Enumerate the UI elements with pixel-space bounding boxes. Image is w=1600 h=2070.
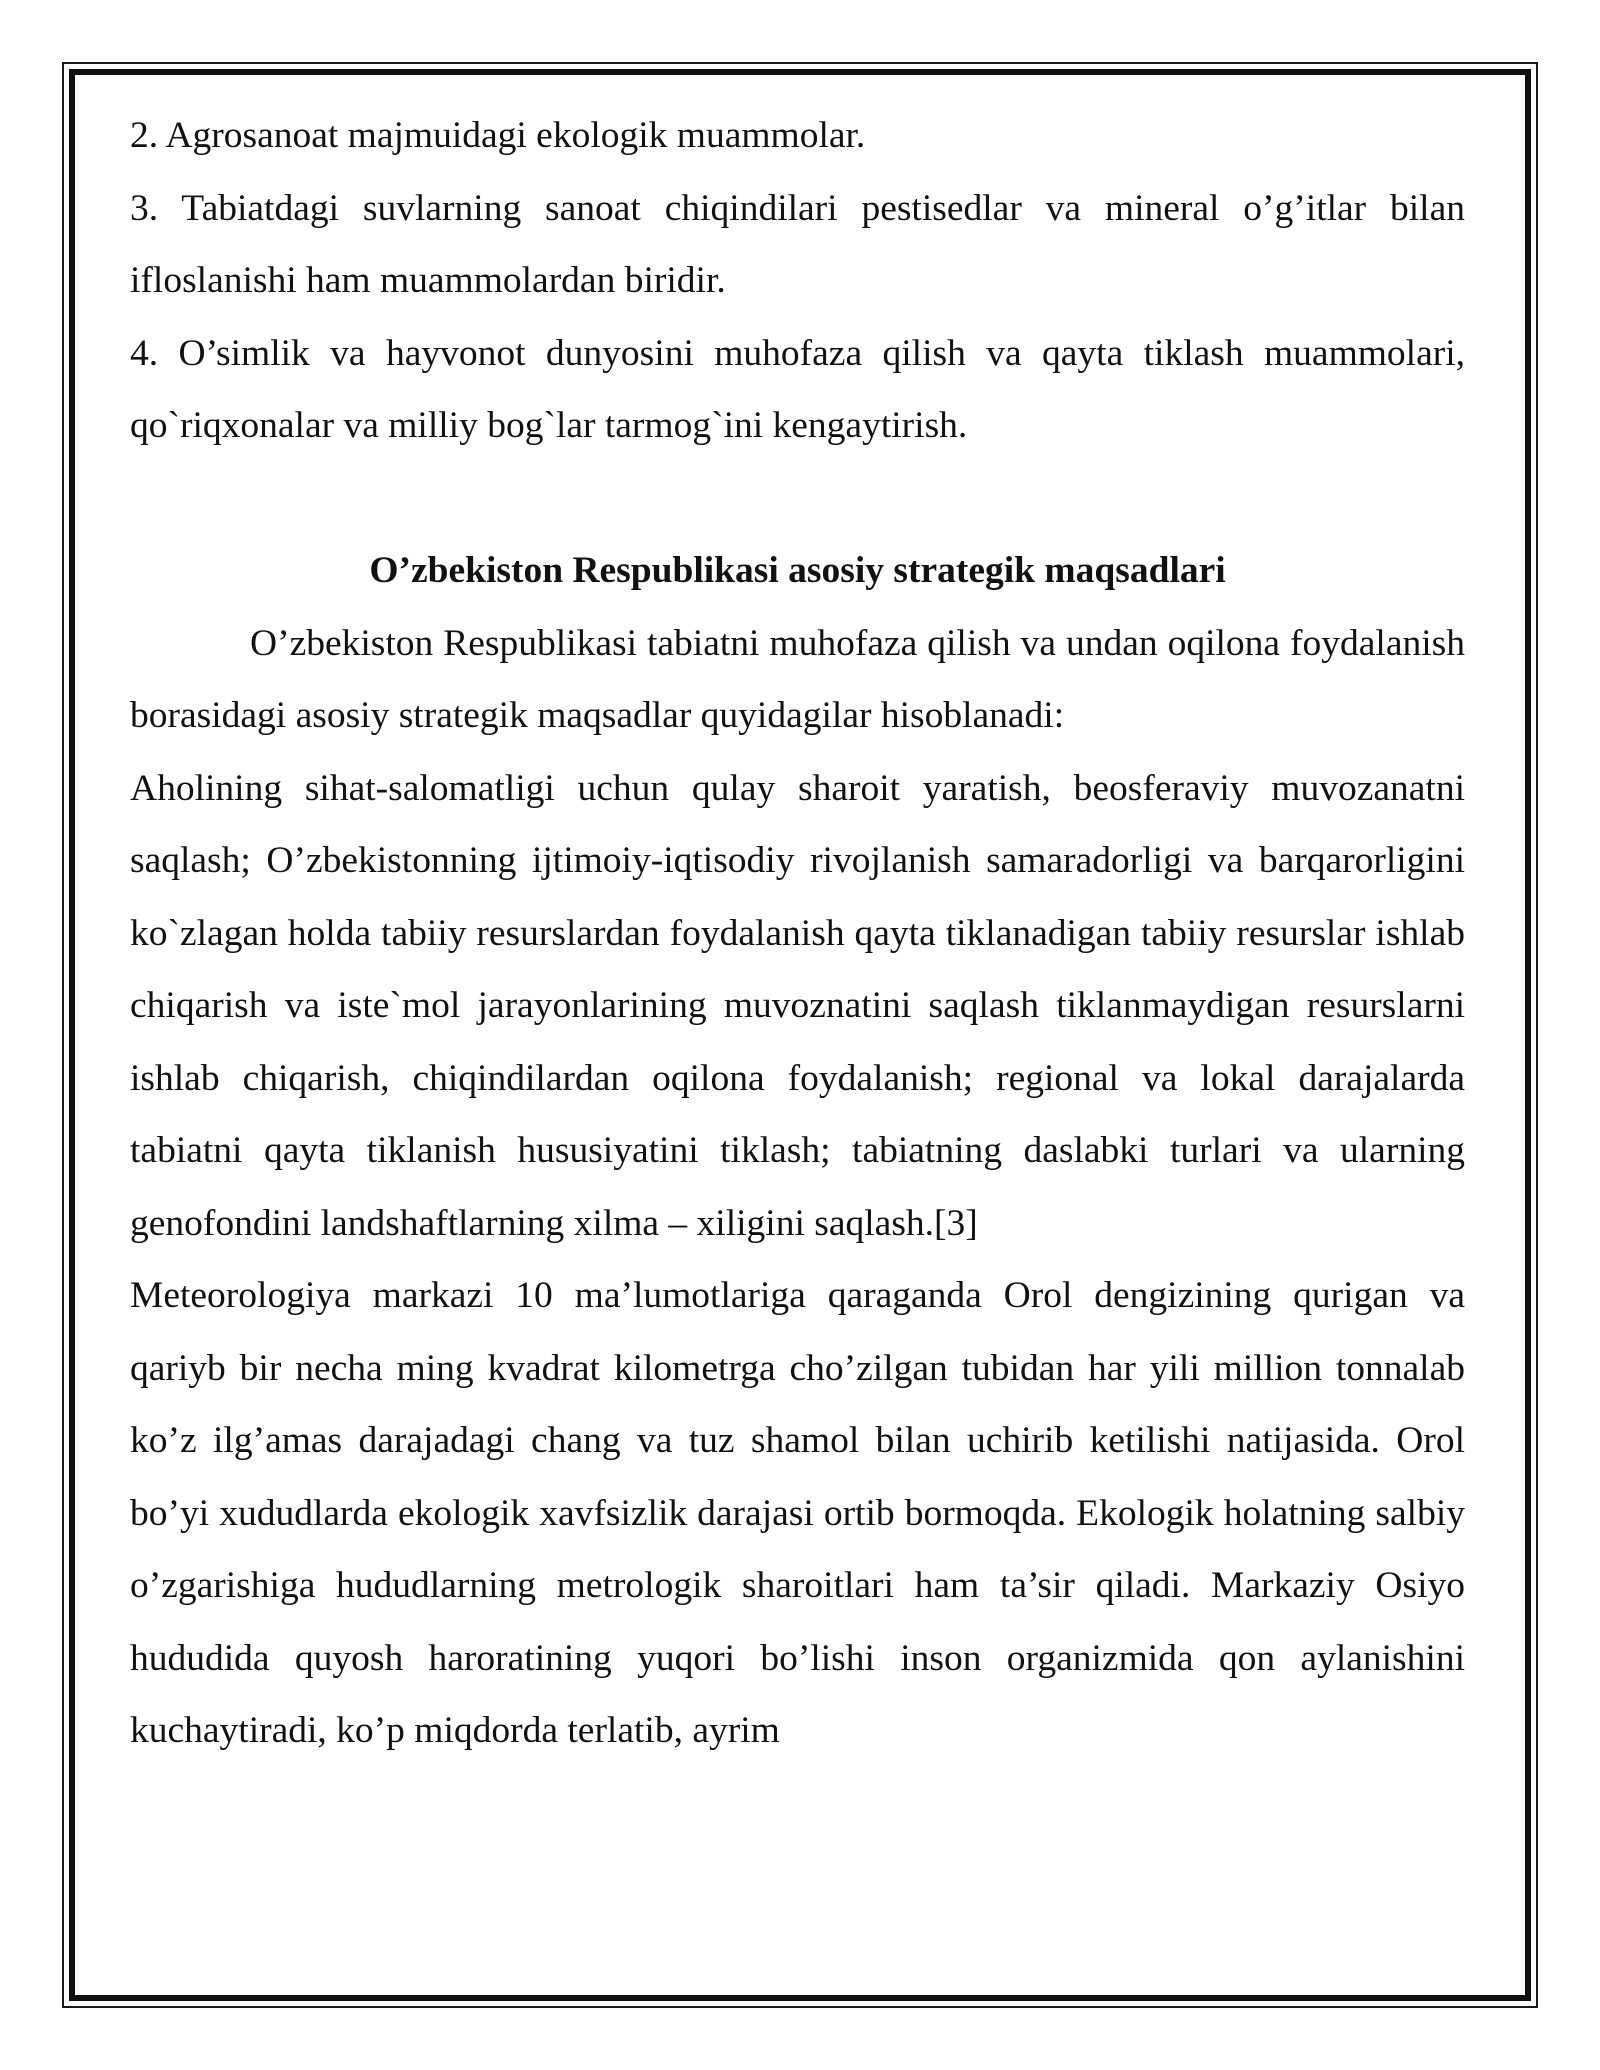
document-body: [130, 100, 1465, 1768]
blank-line: [130, 463, 1465, 536]
list-item-3: 3. Tabiatdagi suvlarning sanoat chiqindilari pestisedlar va mineral o’g’itlar bilan ifloslanishi ham muammolardan biridir.: [130, 187, 1465, 301]
intro-paragraph: O’zbekiston Respublikasi tabiatni muhofaza qilish va undan oqilona foydalanish borasidagi asosiy strategik maqsadlar quyidagilar hisoblanadi:: [130, 622, 1465, 736]
goals-paragraph: Aholining sihat-salomatligi uchun qulay sharoit yaratish, beosferaviy muvozanatni saqlash; O’zbekistonning ijtimoiy-iqtisodiy rivojlanish samaradorligi va barqarorligini ko`zlagan holda tabiiy resurslardan foydalanish qayta tiklanadigan tabiiy resurslar ishlab chiqarish va iste`mol jarayonlarining muvoznatini saqlash tiklanmaydigan resurslarni ishlab chiqarish, chiqindilardan oqilona foydalanish; regional va lokal darajalarda tabiatni qayta tiklanish hususiyatini tiklash; tabiatning daslabki turlari va ularning genofondini landshaftlarning xilma – xiligini saqlash.[3]: [130, 767, 1465, 1244]
section-heading: O’zbekiston Respublikasi asosiy strategik maqsadlari: [369, 550, 1226, 591]
meteorology-paragraph: Meteorologiya markazi 10 ma’lumotlariga qaraganda Orol dengizining qurigan va qariyb bir necha ming kvadrat kilometrga cho’zilgan tubidan har yili million tonnalab ko’z ilg’amas darajadagi chang va tuz shamol bilan uchirib ketilishi natijasida. Orol bo’yi xududlarda ekologik xavfsizlik darajasi ortib bormoqda. Ekologik holatning salbiy o’zgarishiga hududlarning metrologik sharoitlari ham ta’sir qiladi. Markaziy Osiyo hududida quyosh haroratining yuqori bo’lishi inson organizmida qon aylanishini kuchaytiradi, ko’p miqdorda terlatib, ayrim: [130, 1275, 1465, 1751]
list-item-4: 4. O’simlik va hayvonot dunyosini muhofaza qilish va qayta tiklash muammolari, qo`riqxonalar va milliy bog`lar tarmog`ini kengaytirish.: [130, 332, 1465, 446]
list-item-2: 2. Agrosanoat majmuidagi ekologik muammolar.: [130, 115, 866, 156]
